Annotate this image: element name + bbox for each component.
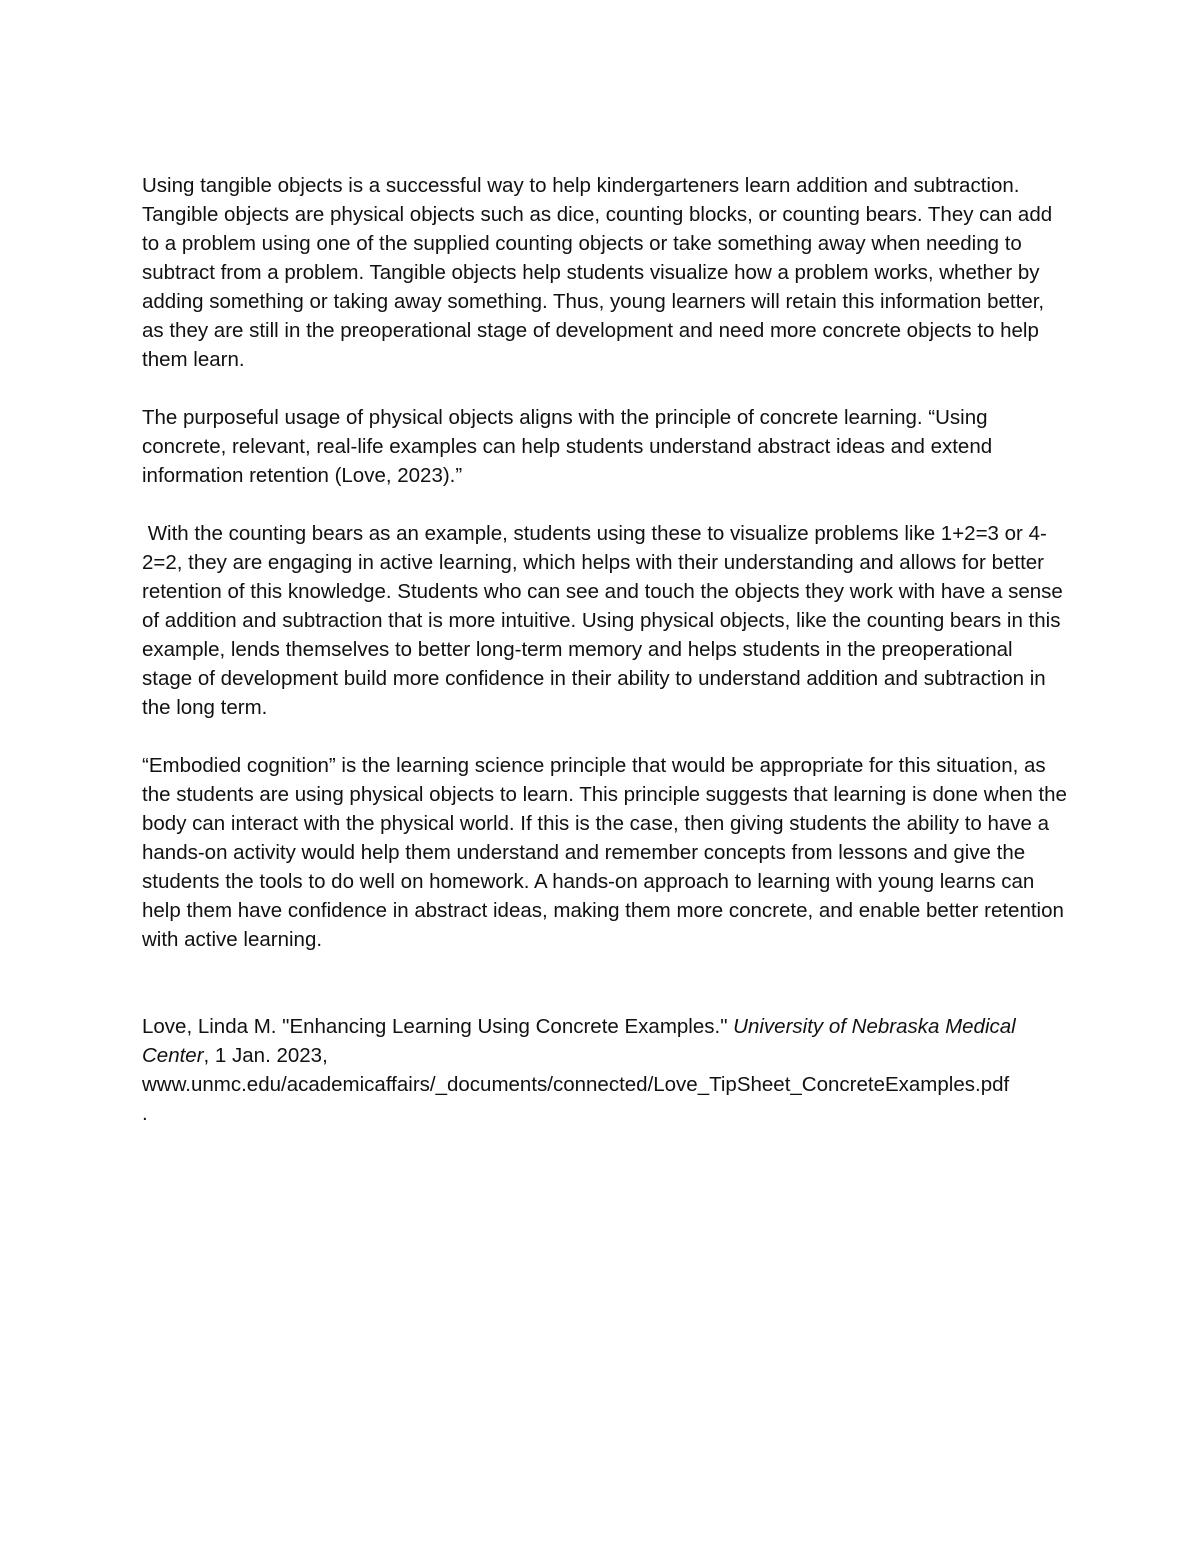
paragraph-4: “Embodied cognition” is the learning science principle that would be appropriate for this situation, as the students are using physical objects to learn. This principle suggests that learning is done when the body can interact with the physical world. If this is the case, then giving students the ability to have a hands-on activity would help them understand and remember concepts from lessons and give the students the tools to do well on homework. A hands-on approach to learning with young learns can help them have confidence in abstract ideas, making them more concrete, and enable better retention with active learning. — [142, 754, 1067, 951]
citation-spacer — [142, 954, 1067, 1012]
paragraph-1: Using tangible objects is a successful way to help kindergarteners learn addition and subtraction. Tangible objects are physical objects such as dice, counting blocks, or counting bears. They can add to a problem using one of the supplied counting objects or take something away when needing to subtract from a problem. Tangible objects help students visualize how a problem works, whether by adding something or taking away something. Thus, young learners will retain this information better, as they are still in the preoperational stage of development and need more concrete objects to help them learn. — [142, 174, 1053, 371]
citation-date: , 1 Jan. 2023, — [203, 1044, 328, 1067]
citation-url: www.unmc.edu/academicaffairs/_documents/connected/Love_TipSheet_ConcreteExamples.pdf — [142, 1073, 1010, 1096]
paragraph-2: The purposeful usage of physical objects aligns with the principle of concrete learning. “Using concrete, relevant, real-life examples can help students understand abstract ideas and extend information retention (Love, 2023).” — [142, 406, 993, 487]
paragraph-spacer — [142, 722, 1067, 751]
document-body — [142, 171, 1067, 1128]
citation-author-title: Love, Linda M. "Enhancing Learning Using Concrete Examples." — [142, 1015, 734, 1038]
paragraph-spacer — [142, 490, 1067, 519]
paragraph-spacer — [142, 374, 1067, 403]
paragraph-3 — [142, 519, 1067, 722]
paragraph-3-text: With the counting bears as an example, students using these to visualize problems like 1+2=3 or 4-2=2, they are engaging in active learning, which helps with their understanding and allows for better retention of this knowledge. Students who can see and touch the objects they work with have a sense of addition and subtraction that is more intuitive. Using physical objects, like the counting bears in this example, lends themselves to better long-term memory and helps students in the preoperational stage of development build more confidence in their ability to understand addition and subtraction in the long term. — [142, 522, 1063, 719]
citation-trailing-period: . — [142, 1102, 148, 1125]
works-cited-entry — [142, 1012, 1067, 1128]
citation-publisher: University of Nebraska Medical Center — [142, 1015, 1016, 1067]
